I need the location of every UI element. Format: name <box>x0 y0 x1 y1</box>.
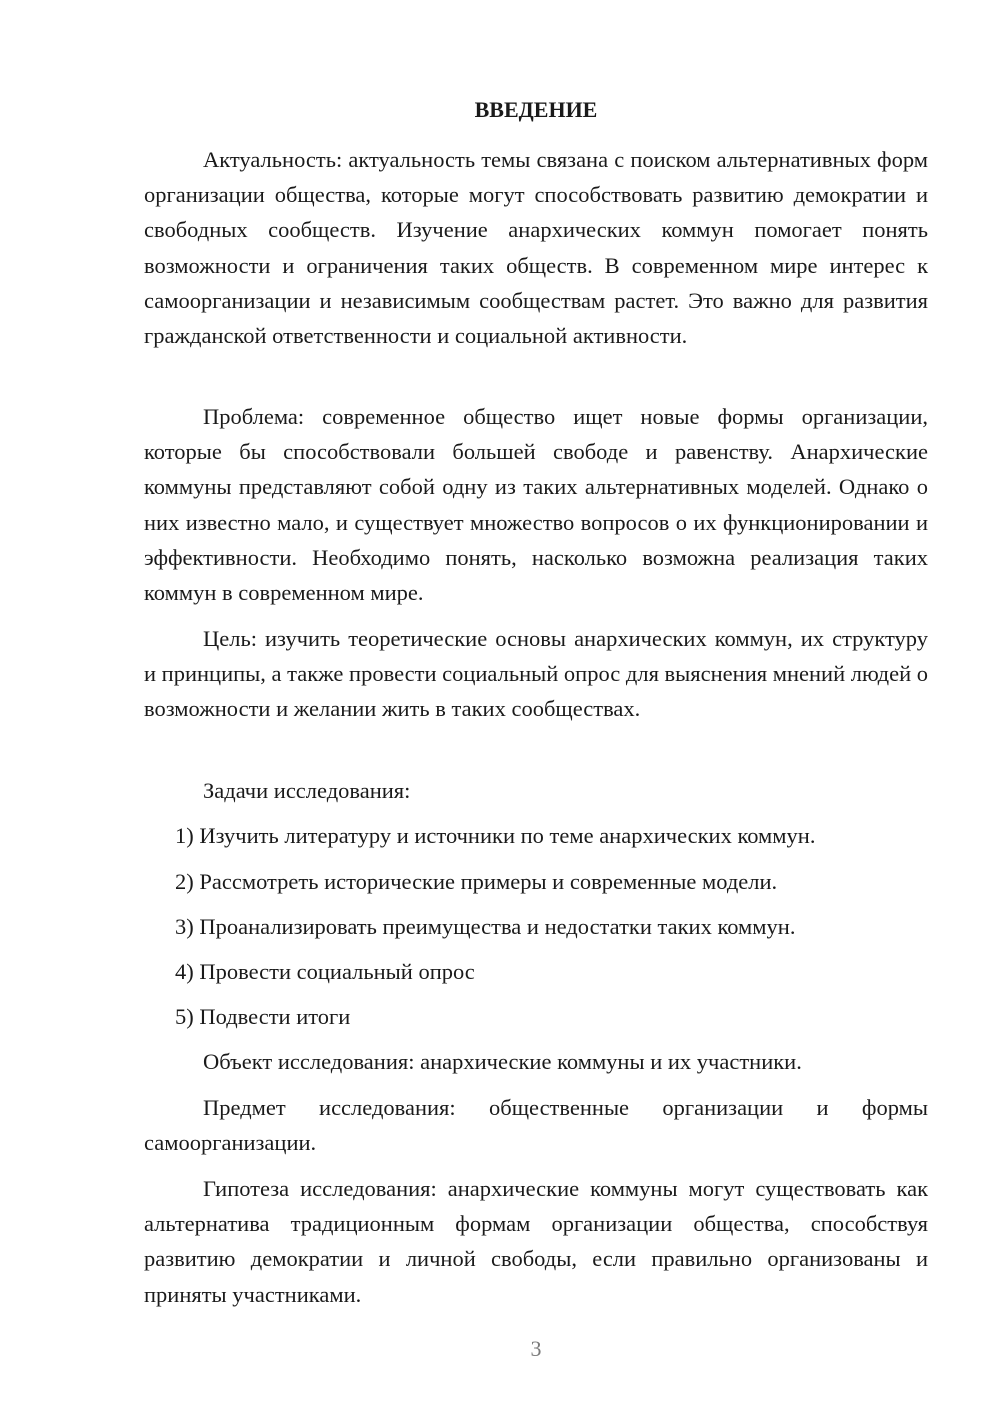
paragraph-relevance: Актуальность: актуальность темы связана с поиском альтернативных форм организации общества, которые могут способствовать развитию демократии и свободных сообществ. Изучение анархических коммун помогает понять возможности и ограничения таких обществ. В современном мире интерес к самоорганизации и независимым сообществам растет. Это важно для развития гражданской ответственности и социальной активности. <box>144 147 928 349</box>
paragraph-problem: Проблема: современное общество ищет новые формы организации, которые бы способствовали большей свободе и равенству. Анархические коммуны представляют собой одну из таких альтернативных моделей. Однако о них известно мало, и существует множество вопросов о их функционировании и эффективности. Необходимо понять, насколько возможна реализация таких коммун в современном мире. <box>144 404 928 606</box>
page-title: ВВЕДЕНИЕ <box>474 97 598 122</box>
task-item-2: 2) Рассмотреть исторические примеры и современные модели. <box>175 869 778 894</box>
paragraph-goal: Цель: изучить теоретические основы анархических коммун, их структуру и принципы, а также провести социальный опрос для выяснения мнений людей о возможности и желании жить в таких сообществах. <box>144 626 928 722</box>
task-item-3: 3) Проанализировать преимущества и недостатки таких коммун. <box>175 914 796 939</box>
task-item-4: 4) Провести социальный опрос <box>175 959 475 984</box>
page-number: 3 <box>530 1336 542 1361</box>
task-item-1: 1) Изучить литературу и источники по теме анархических коммун. <box>175 823 816 848</box>
tasks-heading: Задачи исследования: <box>203 778 411 803</box>
paragraph-hypothesis: Гипотеза исследования: анархические коммуны могут существовать как альтернатива традиционным формам организации общества, способствуя развитию демократии и личной свободы, если правильно организованы и приняты участниками. <box>144 1176 928 1307</box>
task-item-5: 5) Подвести итоги <box>175 1004 351 1029</box>
paragraph-object: Объект исследования: анархические коммуны и их участники. <box>203 1049 802 1074</box>
paragraph-subject: Предмет исследования: общественные организации и формы самоорганизации. <box>144 1095 928 1156</box>
